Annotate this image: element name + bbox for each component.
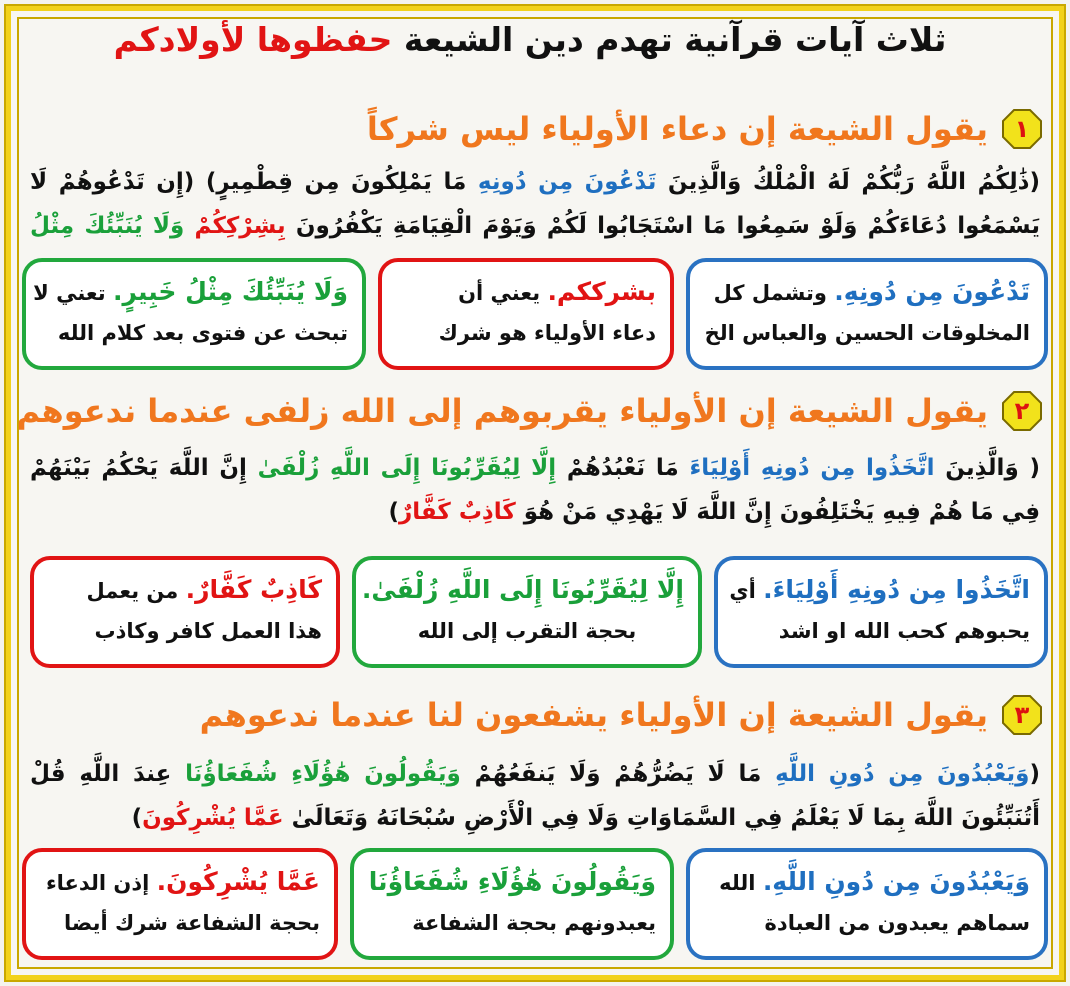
verse-1-part-5 xyxy=(184,213,194,239)
box-1-3-highlight: وَلَا يُنَبِّئُكَ مِثْلُ خَبِيرٍ. xyxy=(112,277,348,306)
box-2-2-highlight: إِلَّا لِيُقَرِّبُونَا إِلَى اللَّهِ زُلْفَىٰ. xyxy=(361,575,684,604)
verse-3-part-1: ( xyxy=(1029,761,1040,787)
box-3-2-line2: يعبدونهم بحجة الشفاعة xyxy=(412,911,656,935)
section-3-heading-text: يقول الشيعة إن الأولياء يشفعون لنا عندما ندعوهم xyxy=(199,696,988,734)
section-3-heading xyxy=(30,690,1042,740)
section-2-heading xyxy=(16,386,1042,436)
box-3-1-highlight: وَيَعْبُدُونَ مِن دُونِ اللَّهِ. xyxy=(762,867,1030,896)
verse-1-part-2: تَدْعُونَ مِن دُونِهِ xyxy=(477,169,657,195)
verse-3-part-6: عَمَّا يُشْرِكُونَ xyxy=(142,805,284,831)
section-2-box-2 xyxy=(352,556,702,668)
section-2-box-1 xyxy=(714,556,1048,668)
title-main: ثلاث آيات قرآنية تهدم دين الشيعة xyxy=(403,20,947,59)
section-1-heading-text: يقول الشيعة إن دعاء الأولياء ليس شركاً xyxy=(366,110,988,148)
box-1-2-line1: يعني أن xyxy=(458,281,548,305)
number-badge-1 xyxy=(1002,109,1042,149)
section-3-box-3 xyxy=(22,848,338,960)
verse-3-part-4: وَيَقُولُونَ هَٰؤُلَاءِ شُفَعَاؤُنَا xyxy=(185,761,461,787)
box-2-3-line2: هذا العمل كافر وكاذب xyxy=(94,619,322,643)
verse-1-part-1: (ذَٰلِكُمُ اللَّهُ رَبُّكُمْ لَهُ الْمُلْكُ وَالَّذِينَ xyxy=(656,169,1040,195)
section-2-box-3 xyxy=(30,556,340,668)
section-2-number: ٢ xyxy=(1014,397,1030,425)
verse-3-part-2: وَيَعْبُدُونَ مِن دُونِ اللَّهِ xyxy=(775,761,1030,787)
box-1-2-highlight: بشرككم. xyxy=(547,277,656,306)
number-badge-3 xyxy=(1002,695,1042,735)
section-2-heading-text: يقول الشيعة إن الأولياء يقربوهم إلى الله زلفى عندما ندعوهم xyxy=(16,392,988,430)
verse-2-part-6: كَاذِبٌ كَفَّارٌ xyxy=(399,499,516,525)
box-1-1-highlight: تَدْعُونَ مِن دُونِهِ. xyxy=(834,277,1030,306)
box-3-3-line1: إذن الدعاء xyxy=(45,871,157,895)
section-1-number: ١ xyxy=(1014,115,1030,143)
verse-2-part-3: مَا نَعْبُدُهُمْ xyxy=(556,455,690,481)
box-2-1-line1: أي xyxy=(729,579,764,603)
page-title xyxy=(30,20,1030,59)
box-2-1-highlight: اتَّخَذُوا مِن دُونِهِ أَوْلِيَاءَ. xyxy=(763,575,1030,604)
box-3-3-line2: بحجة الشفاعة شرك أيضا xyxy=(64,911,320,935)
box-2-1-line2: يحبوهم كحب الله او اشد xyxy=(778,619,1030,643)
box-3-1-line1: الله xyxy=(719,871,763,895)
box-1-3-line2: تبحث عن فتوى بعد كلام الله xyxy=(57,321,348,345)
number-badge-2 xyxy=(1002,391,1042,431)
box-2-2-line2: بحجة التقرب إلى الله xyxy=(417,619,637,643)
box-3-1-line2: سماهم يعبدون من العبادة xyxy=(764,911,1030,935)
verse-1-part-4: بِشِرْكِكُمْ xyxy=(194,213,286,239)
section-3-verse xyxy=(30,752,1040,840)
box-2-3-line1: من يعمل xyxy=(86,579,186,603)
section-2-verse xyxy=(30,446,1040,534)
box-3-3-highlight: عَمَّا يُشْرِكُونَ. xyxy=(156,867,320,896)
section-3-box-2 xyxy=(350,848,674,960)
box-1-3-line1: تعني لا xyxy=(33,281,113,305)
box-3-2-highlight: وَيَقُولُونَ هَٰؤُلَاءِ شُفَعَاؤُنَا xyxy=(368,867,656,896)
verse-3-part-5: عِندَ اللَّهِ قُلْ أَتُنَبِّئُونَ اللَّهَ بِمَا لَا يَعْلَمُ فِي السَّمَاوَاتِ وَلَا فِي الْأَرْضِ سُبْحَانَهُ وَتَعَالَىٰ xyxy=(30,761,1040,831)
section-3-box-1 xyxy=(686,848,1048,960)
verse-2-part-4: إِلَّا لِيُقَرِّبُونَا إِلَى اللَّهِ زُلْفَىٰ xyxy=(257,455,557,481)
verse-1-part-3: مَا يَمْلِكُونَ مِن قِطْمِيرٍ) (إِن تَدْعُوهُمْ لَا يَسْمَعُوا دُعَاءَكُمْ وَلَوْ سَمِعُوا مَا اسْتَجَابُوا لَكُمْ وَيَوْمَ الْقِيَامَةِ يَكْفُرُونَ xyxy=(30,169,1040,239)
section-1-heading xyxy=(30,104,1042,154)
box-2-3-highlight: كَاذِبٌ كَفَّارٌ. xyxy=(185,575,322,604)
section-1-box-3 xyxy=(22,258,366,370)
verse-1-part-6: وَلَا يُنَبِّئُكَ مِثْلُ xyxy=(30,213,185,239)
verse-3-part-7: ) xyxy=(131,805,143,831)
verse-2-part-1: ( وَالَّذِينَ xyxy=(934,455,1040,481)
box-1-1-line2: المخلوقات الحسين والعباس الخ xyxy=(704,321,1030,345)
verse-2-part-7: ) xyxy=(388,499,399,525)
title-highlight: حفظوها لأولادكم xyxy=(113,20,393,59)
section-3-number: ٣ xyxy=(1014,701,1030,729)
verse-3-part-3: مَا لَا يَضُرُّهُمْ وَلَا يَنفَعُهُمْ xyxy=(460,761,776,787)
verse-2-part-5: إِنَّ اللَّهَ يَحْكُمُ بَيْنَهُمْ فِي مَا هُمْ فِيهِ يَخْتَلِفُونَ إِنَّ اللَّهَ لَا يَهْدِي مَنْ هُوَ xyxy=(30,455,1040,525)
section-1-box-2 xyxy=(378,258,674,370)
verse-2-part-2: اتَّخَذُوا مِن دُونِهِ أَوْلِيَاءَ xyxy=(689,455,935,481)
box-1-1-line1: وتشمل كل xyxy=(713,281,835,305)
section-1-box-1 xyxy=(686,258,1048,370)
box-1-2-line2: دعاء الأولياء هو شرك xyxy=(438,321,656,345)
